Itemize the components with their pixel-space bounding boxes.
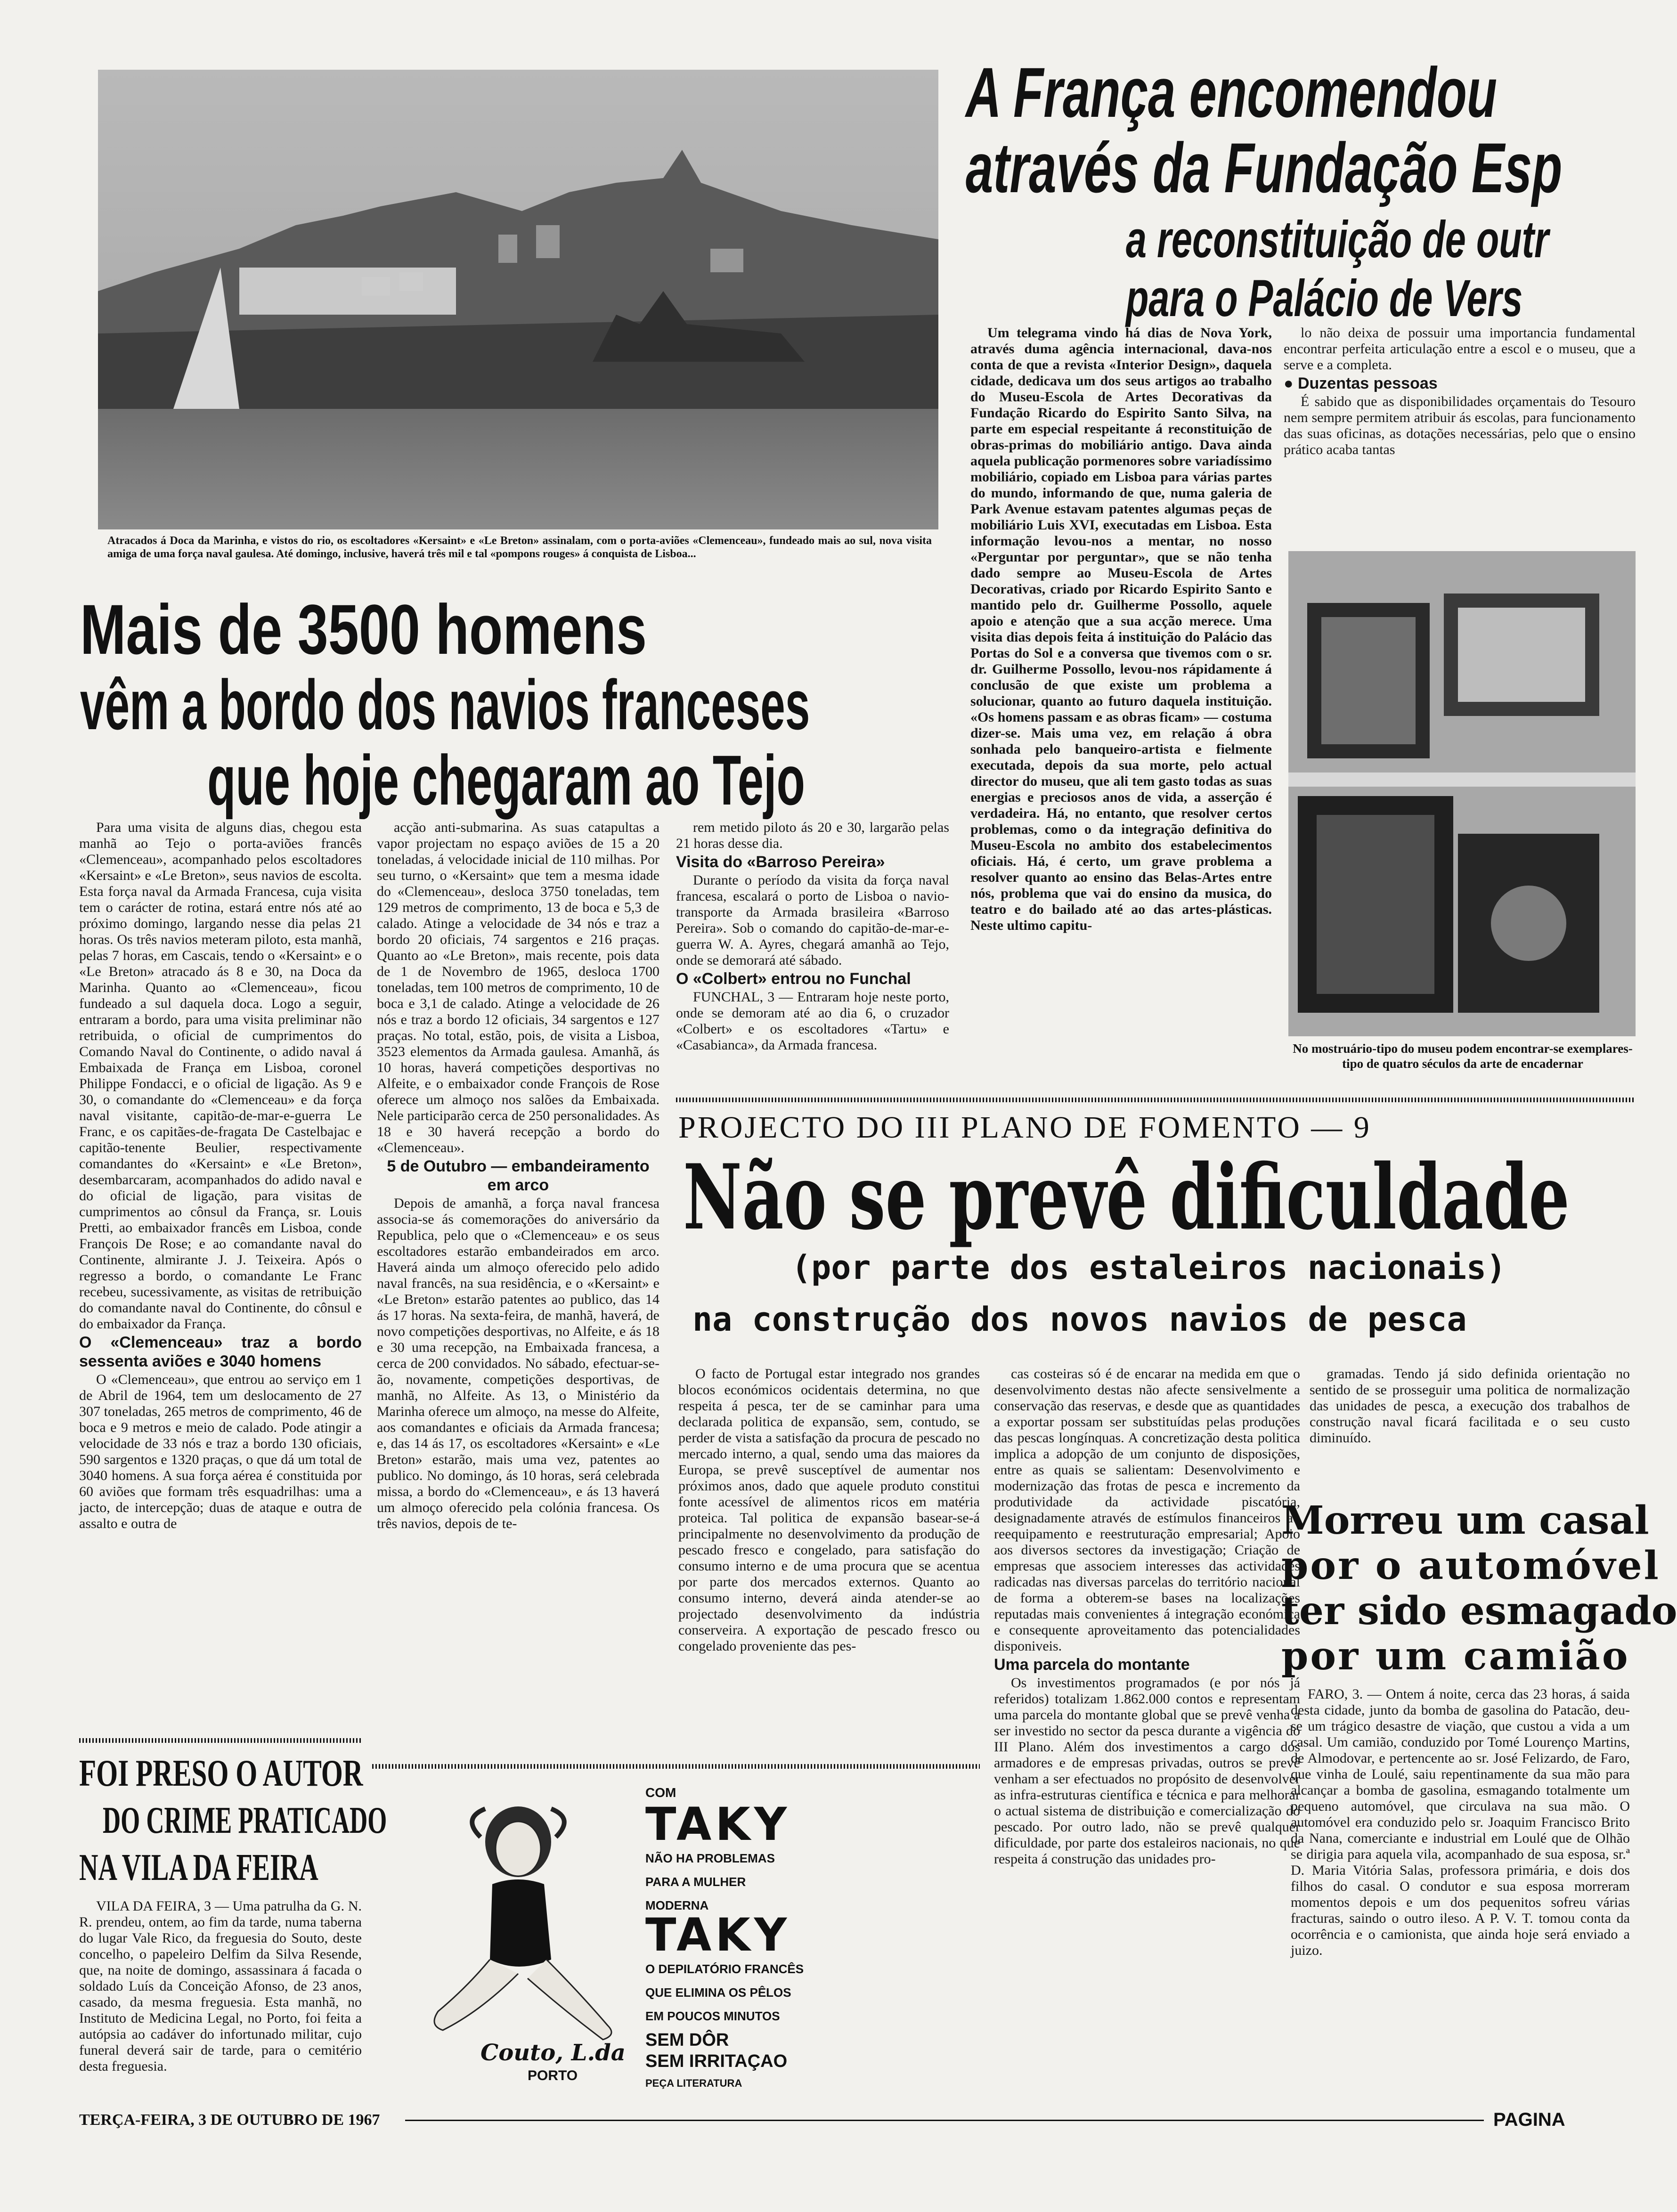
article2-col2b-text: É sabido que as disponibilidades orçamentais do Tesouro nem sempre permitem atribuir ás escolas, para funcionamento das suas oficinas, as dotações necessárias, pelo que o ensino prático acaba tantas — [1284, 394, 1636, 457]
article2-col2-text: lo não deixa de possuir uma importancia fundamental encontrar perfeita articulação entre a escol e o museu, que a serve e a completa. — [1284, 325, 1636, 373]
article3-col2 — [994, 1366, 1300, 2101]
article2-col2-subhead: ● Duzentas pessoas — [1284, 374, 1438, 392]
article1-col2b-text: Depois de amanhã, a força naval francesa associa-se ás comemorações do aniversário da Republica, pelo que o «Clemenceau» e os seus escoltadores estarão embandeirados em arco. Haverá ainda um almoço oferecido pelo adido naval francês, na sua residência, e o «Kersaint» e «Le Breton» estarão patentes ao publico, das 14 ás 17 horas. Na sexta-feira, de manhã, haverá, de novo competições desportivas, no Alfeite, e ás 18 e 30 uma recepção, na Embaixada francesa, a cerca de 200 convidados. No sábado, efectuar-se-ão, novamente, competições desportivas, de manhã, no Alfeite. As 13, o Ministério da Marinha oferece um almoço, na messe do Alfeite, aos comandantes e oficiais da Armada francesa; e, das 14 ás 17, os escoltadores «Kersaint» e «Le Breton» estarão, mais uma vez, patentes ao publico. No domingo, ás 10 horas, será celebrada missa, a bordo do «Clemenceau», e ás 13 haverá um almoço oferecido pela colónia francesa. Os três navios, depois de te- — [377, 1195, 659, 1531]
museum-photo-image — [1288, 551, 1636, 1036]
article1-col3c-text: FUNCHAL, 3 — Entraram hoje neste porto, onde se demoram até ao dia 6, o cruzador «Colbert» e os escoltadores «Tartu» e «Casabianca», da Armada francesa. — [676, 989, 949, 1053]
article2-headline — [966, 52, 1636, 325]
photo-caption: Atracados á Doca da Marinha, e vistos do rio, os escoltadores «Kersaint» e «Le Breton» assinalam, com o porta-aviões «Clemenceau», fundeado mais ao sul, nova visita amiga de uma força naval gaulesa. Até domingo, inclusive, haverá três mil e tal «pompons rouges» á conquista de Lisboa... — [107, 535, 932, 560]
article1-col1 — [79, 820, 362, 1592]
article2-headline-line4: para o Palácio de Vers — [1126, 269, 1523, 327]
taky-advertisement — [372, 1776, 980, 2087]
ad-city: PORTO — [528, 2068, 578, 2083]
woman-illustration — [410, 1790, 636, 2054]
museum-photo-caption: No mostruário-tipo do museu podem encontrar-se exemplares-tipo de quatro séculos da arte de encadernar — [1293, 1041, 1633, 1071]
article2-headline-line1: A França encomendou — [966, 53, 1497, 132]
article3-col2b-text: Os investimentos programados (e por nós já referidos) totalizam 1.862.000 contos e representam uma parcela do montante global que se prevê venha a ser investido no sector da pesca durante a vigência do III Plano. Além dos investimentos a cargo dos armadores e de empresas privadas, outros se prevê venham a ser efectuados no propósito de desenvolver as infra-estruturas científica e técnica e para melhorar o actual sistema de distribuição e comercialização do pescado. Por outro lado, não se prevê qualquer dificuldade, por parte dos estaleiros nacionais, no que respeita á construção das unidades pro- — [994, 1675, 1300, 1867]
article3-col2-text: cas costeiras só é de encarar na medida em que o desenvolvimento destas não afecte sensivelmente a conservação das reservas, e desde que as quantidades a exportar possam ser substituídas pelas produções das pescas longínquas. A concretização desta politica implica a adopção de um conjunto de disposições, entre as quais se salientam: Desenvolvimento e modernização das frotas de pesca e incremento da produtividade da actividade piscatória, designadamente através de estímulos financeiros ao reequipamento e reestruturação empresarial; Apoio aos diversos sectores da investigação; Criação de empresas que associem interesses das actividades radicadas nas diversas parcelas do território nacional de forma a obterem-se bases na localizações reputadas mais convenientes á integração económica e consequente aproveitamento das potencialidades disponiveis. — [994, 1366, 1300, 1654]
article4-headline-line3: ter sido esmagado — [1281, 1588, 1677, 1634]
article1-col1-text: Para uma visita de alguns dias, chegou esta manhã ao Tejo o porta-aviões francês «Clemenceau», acompanhado pelos escoltadores «Kersaint» e «Le Breton», seus navios de escolta. Esta força naval da Armada Francesa, cuja visita tem o carácter de rotina, estará entre nós até ao próximo domingo, largando nesse dia pelas 21 horas. Os três navios meteram piloto, esta manhã, pelas 7 horas, em Cascais, tendo o «Kersaint» e o «Le Breton» atracado ás 8 e 30, na Doca da Marinha. Quanto ao «Clemenceau», ficou fundeado a sul daquela doca. Logo a seguir, entraram a bordo, para uma visita preliminar não retribuida, o oficial de cumprimentos do Comando Naval do Continente, o adido naval á Embaixada de França em Lisboa, coronel Philippe Fondacci, e o oficial de ligação. As 9 e 30, o comandante do «Clemenceau» e da força naval visitante, capitão-de-mar-e-guerra Le Franc, e os capitães-de-fragata De Castelbajac e capitão-tenente Beulier, respectivamente comandantes do «Kersaint» e «Le Breton», desembarcaram, acompanhados do adido naval e do oficial de ligação, para visitas de cumprimentos ao cônsul da França, sr. Louis Pretti, ao embaixador francês em Lisboa, conde François De Rose; e ao comandante naval do Continente, almirante J. J. Teixeira. Após o regresso a bordo, o comandante Le Franc recebeu, sucessivamente, as visitas de retribuição do comandante naval do Continente, do cônsul e do embaixador da França. — [79, 820, 362, 1332]
article3-col1 — [678, 1366, 980, 1733]
divider-ad-top — [372, 1764, 980, 1769]
article1-col2 — [377, 820, 659, 1757]
ad-line7: SEM DÔR — [645, 2030, 729, 2050]
ad-line6: EM POUCOS MINUTOS — [645, 2009, 780, 2023]
ad-brand1: TAKY — [645, 1798, 791, 1851]
article1-col2-subhead: 5 de Outubro — embandeiramento em arco — [387, 1157, 650, 1194]
footer-line — [405, 2120, 1484, 2121]
article5-headline-line1: FOI PRESO O AUTOR — [79, 1753, 363, 1794]
article1-col1-subhead: O «Clemenceau» traz a bordo sessenta aviões e 3040 homens — [79, 1334, 362, 1370]
ad-line3: MODERNA — [645, 1898, 709, 1912]
ad-brand2: TAKY — [645, 1909, 791, 1961]
footer-page: PAGINA — [1493, 2109, 1565, 2130]
article1-col3b-text: Durante o período da visita da força naval francesa, escalará o porto de Lisboa o navio-transporte da Armada brasileira «Barroso Pereira». Sob o comando do capitão-de-mar-e-guerra W. A. Ayres, chegará amanhã ao Tejo, onde se demorará até sábado. — [676, 872, 949, 968]
article4-text: FARO, 3. — Ontem á noite, cerca das 23 horas, á saida desta cidade, junto da bomba de gasolina do Patacão, deu-se um trágico desastre de viação, que custou a vida a um casal. Um camião, conduzido por Tomé Lourenço Martins, de Almodovar, e pertencente ao sr. José Felizardo, de Faro, que vinha de Loulé, saiu repentinamente da sua mão para alcançar a bomba de gasolina, esmagando totalmente um pequeno automóvel, que circulava na sua mão. O automóvel era conduzido pelo sr. Joaquim Francisco Brito da Nana, comerciante e industrial em Loulé que de Olhão se dirigia para aquela vila, acompanhado de sua esposa, sr.ª D. Maria Vitória Salas, professora primária, e dois dos filhos do casal. O condutor e sua esposa morreram momentos depois e um dos pequenitos sofreu várias fracturas, saindo o outro ileso. A P. V. T. tomou conta da ocorrência e o camionista, que ainda hoje será enviado a juizo. — [1291, 1686, 1630, 1958]
article3-col1-text: O facto de Portugal estar integrado nos grandes blocos económicos ocidentais determina, no que respeita á pesca, ter de se caminhar para uma declarada politica de expansão, sem, contudo, se perder de vista a satisfação da procura de pescado no mercado interno, a qual, sendo uma das maiores da Europa, se prevê susceptível de aumentar nos próximos anos, dado que aquele produto constitui fonte acessível de alimentos ricos em matéria proteica. Tal politica de expansão basear-se-á principalmente no desenvolvimento da produção de pescado fresco e congelado, para satisfação do consumo interno e de uma procura que se acentua por parte dos mercados externos. Quanto ao consumo interno, deverá ainda atender-se ao projectado desenvolvimento da indústria conserveira. A exportação de pescado fresco ou congelado proveniente das pes- — [678, 1366, 980, 1654]
article2-headline-line2: através da Fundação Esp — [966, 128, 1563, 207]
article3-col3 — [1310, 1366, 1630, 1479]
ad-line1: NÃO HA PROBLEMAS — [645, 1851, 775, 1865]
article5-headline-line3: NA VILA DA FEIRA — [79, 1847, 318, 1888]
article3-headline-text: Não se prevê dificuldade — [683, 1145, 1570, 1250]
ad-line8: SEM IRRITAÇAO — [645, 2051, 788, 2071]
article4-headline-line4: por um camião — [1281, 1634, 1630, 1679]
article4-headline-line1: Morreu um casal — [1281, 1498, 1649, 1543]
article2-headline-line3: a reconstituição de outr — [1126, 211, 1549, 268]
article2-col2 — [1284, 325, 1636, 551]
divider-article3-top — [676, 1098, 1636, 1102]
article1-col1b-text: O «Clemenceau», que entrou ao serviço em 1 de Abril de 1964, tem um deslocamento de 27 307 toneladas, 265 metros de comprimento, 46 de boca e 9 metros e meio de calado. Pode atingir a velocidade de 33 nós e traz a bordo 130 oficiais, 590 sargentos e 1320 praças, o que dá um total de 3040 homens. A sua força aérea é constituida por 60 aviões que formam três esquadrilhas: uma a jacto, de intercepção; duas de ataque e outra de assalto e outra de — [79, 1372, 362, 1531]
article1-col3-subhead2: O «Colbert» entrou no Funchal — [676, 970, 911, 988]
article2-col1 — [970, 325, 1272, 1098]
ad-line5: QUE ELIMINA OS PÊLOS — [645, 1985, 791, 2000]
article1-col3 — [676, 820, 949, 1093]
ad-signature: Couto, L.da — [480, 2040, 626, 2066]
article4-headline — [1281, 1498, 1677, 1679]
headline-line2: vêm a bordo dos navios franceses — [80, 665, 810, 744]
footer-date: TERÇA-FEIRA, 3 DE OUTUBRO DE 1967 — [79, 2111, 380, 2129]
article3-subhead2: na construção dos novos navios de pesca — [692, 1300, 1467, 1339]
headline-line3: que hoje chegaram ao Tejo — [207, 740, 805, 820]
museum-photo — [1288, 551, 1636, 1036]
ad-line4: O DEPILATÓRIO FRANCÊS — [645, 1962, 804, 1976]
article3-headline — [683, 1145, 1630, 1250]
ad-com: COM — [645, 1785, 676, 1800]
article3-kicker: PROJECTO DO III PLANO DE FOMENTO — 9 — [678, 1110, 1371, 1145]
article2-col1-text: Um telegrama vindo há dias de Nova York, através duma agência internacional, dava-nos conta de que a revista «Interior Design», daquela cidade, dedicava um dos seus artigos ao trabalho do Museu-Escola de Artes Decorativas da Fundação Ricardo do Espirito Santo Silva, na parte em especial respeitante á reconstituição de obras-primas do mobiliário antigo. Dava ainda aquela publicação pormenores sobre variadíssimo mobiliário, copiado em Lisboa para várias partes do mundo, informando de que, numa galeria de Park Avenue estavam patentes algumas peças de mobiliário Luis XVI, executadas em Lisboa. Esta informação levou-nos a mentar, no nosso «Perguntar por perguntar», que se não tenha dado sempre ao Museu-Escola de Artes Decorativas, criado por Ricardo Espirito Santo e mantido pelo dr. Guilherme Possollo, aquele apoio e atenção que a sua acção merece. Uma visita dias depois feita á instituição do Palácio das Portas do Sol e a conversa que tivemos com o sr. dr. Guilherme Possollo, levou-nos rápidamente á conclusão de que existe um problema a solucionar, quanto ao futuro daquela instituição. «Os homens passam e as obras ficam» — costuma dizer-se. Mais uma vez, em relação á obra sonhada pelo banqueiro-artista e fielmente executada, depois da sua morte, pelo actual director do museu, que ali tem gasto todas as suas energias e preciosos anos de vida, a asserção é verdadeira. Há, no entanto, que resolver certos problemas, como o da integração definitiva do Museu-Escola no ambito dos estabelecimentos oficiais. Há, é certo, um grave problema a resolver quanto ao ensino das Belas-Artes entre nós, problema que vai do ensino da musica, do teatro e do bailado até ao das artes-plásticas. Neste ultimo capitu- — [970, 325, 1272, 933]
article3-col3-text: gramadas. Tendo já sido definida orientação no sentido de se prosseguir uma politica de normalização das unidades de pesca, a execução dos trabalhos de construção naval ficará facilitada e o seu custo diminuído. — [1310, 1366, 1630, 1446]
article1-col3-subhead1: Visita do «Barroso Pereira» — [676, 853, 885, 871]
article4-body — [1291, 1686, 1630, 2101]
ad-line2: PARA A MULHER — [645, 1875, 746, 1889]
article4-headline-line2: por o automóvel — [1281, 1543, 1661, 1588]
article3-subhead: (por parte dos estaleiros nacionais) — [791, 1248, 1506, 1287]
article3-col2-subhead: Uma parcela do montante — [994, 1656, 1190, 1674]
article5-text: VILA DA FEIRA, 3 — Uma patrulha da G. N. R. prendeu, ontem, ao fim da tarde, numa taberna do lugar Vale Rico, da freguesia do Souto, deste concelho, o papeleiro Delfim da Silva Resende, que, na noite de domingo, assassinara á facada o soldado Luís da Conceição Afonso, de 23 anos, casado, da mesma freguesia. Esta manhã, no Instituto de Medicina Legal, no Porto, foi feita a autópsia ao cadáver do infortunado militar, cujo funeral deverá sair de tarde, para o cemitério desta freguesia. — [79, 1898, 362, 2074]
ad-line9: PEÇA LITERATURA — [645, 2077, 742, 2089]
headline-line1: Mais de 3500 homens — [80, 590, 647, 669]
divider-left — [79, 1738, 362, 1743]
article1-col2-text: acção anti-submarina. As suas catapultas a vapor projectam no espaço aviões de 15 a 20 toneladas, á velocidade inicial de 110 milhas. Por seu turno, o «Kersaint» que tem a mesma idade do «Clemenceau», desloca 3750 toneladas, tem 129 metros de comprimento, 13 de boca e 5,3 de calado. Atinge a velocidade de 34 nós e traz a bordo 20 oficiais, 74 sargentos e 216 praças. Quanto ao «Le Breton», mais recente, pois data de 1 de Novembro de 1965, desloca 1700 toneladas, tem 100 metros de comprimento, 10 de boca e 3,1 de calado. Atinge a velocidade de 26 nós e traz a bordo 12 oficiais, 34 sargentos e 127 praças. No total, estão, pois, de visita a Lisboa, 3523 elementos da Armada gaulesa. Amanhã, ás 10 horas, haverá competições desportivas no Alfeite, e o embaixador conde François de Rose oferece um almoço nos salões da Embaixada. Nele participarão cerca de 250 personalidades. As 18 e 30 haverá recepção a bordo do «Clemenceau». — [377, 820, 659, 1155]
harbour-photo-image — [98, 70, 938, 529]
article1-col3-text: rem metido piloto ás 20 e 30, largarão pelas 21 horas desse dia. — [676, 820, 949, 851]
article5-headline-line2: DO CRIME PRATICADO — [103, 1800, 387, 1841]
harbour-photo — [98, 70, 938, 529]
article5-body — [79, 1898, 362, 2096]
